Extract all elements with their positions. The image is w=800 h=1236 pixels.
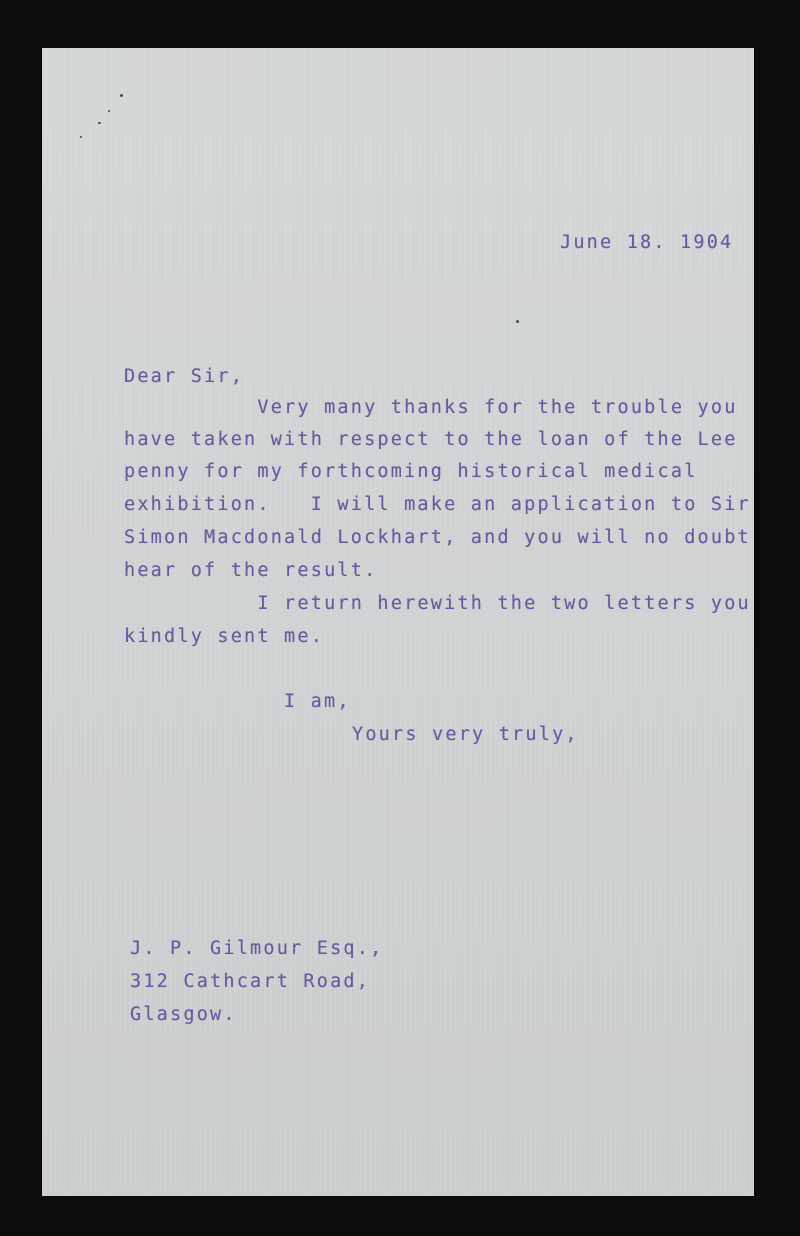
body-line: Simon Macdonald Lockhart, and you will no doubt [124, 527, 751, 548]
body-line: penny for my forthcoming historical medical [124, 461, 698, 482]
body-line: hear of the result. [124, 560, 378, 581]
body-line: exhibition. I will make an application to Sir [124, 494, 751, 515]
body-line: have taken with respect to the loan of the Lee [124, 429, 738, 450]
paper-speck [80, 136, 82, 138]
paper-speck [120, 94, 123, 97]
paper-speck [98, 122, 101, 124]
paper-speck [516, 320, 519, 323]
letter-date: June 18. 1904 [560, 232, 734, 253]
paper-speck [108, 110, 110, 112]
closing-i-am: I am, [284, 691, 351, 712]
body-line: kindly sent me. [124, 626, 325, 647]
address-line: Glasgow. [130, 1004, 237, 1025]
body-line: I return herewith the two letters you [124, 593, 751, 614]
letter-sheet [42, 48, 754, 1196]
address-line: 312 Cathcart Road, [130, 971, 371, 992]
body-line: Very many thanks for the trouble you [124, 397, 738, 418]
address-line: J. P. Gilmour Esq., [130, 938, 384, 959]
salutation: Dear Sir, [124, 366, 245, 387]
closing-yours-truly: Yours very truly, [352, 724, 579, 745]
